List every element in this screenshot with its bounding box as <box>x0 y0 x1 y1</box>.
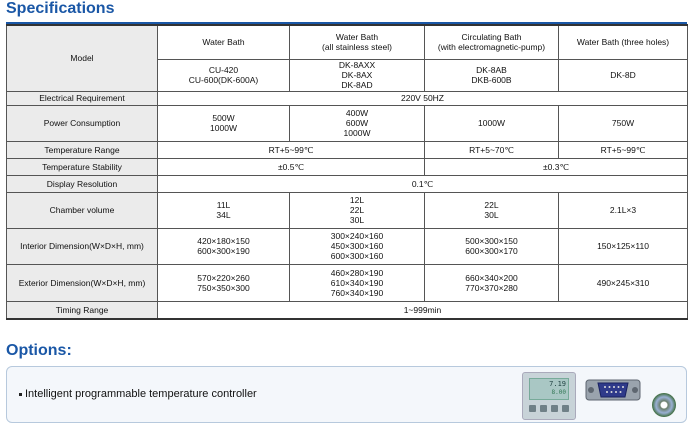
model-type-4: Water Bath (three holes) <box>559 25 688 59</box>
interior-c4: 150×125×110 <box>559 228 688 264</box>
temp-stability-label: Temperature Stability <box>7 158 158 175</box>
options-box <box>6 366 687 423</box>
interior-c2: 300×240×160 450×300×160 600×300×160 <box>290 228 425 264</box>
software-cd-icon <box>652 393 676 417</box>
serial-port-connector-icon <box>585 377 641 403</box>
exterior-c2: 460×280×190 610×340×190 760×340×190 <box>290 264 425 301</box>
temp-range-label: Temperature Range <box>7 141 158 158</box>
model-number-4: DK-8D <box>559 59 688 91</box>
chamber-c2: 12L 22L 30L <box>290 192 425 228</box>
temp-stability-c12: ±0.5℃ <box>158 158 425 175</box>
electrical-value: 220V 50HZ <box>158 91 688 105</box>
interior-label: Interior Dimension(W×D×H, mm) <box>7 228 158 264</box>
model-type-3: Circulating Bath (with electromagnetic-pump) <box>425 25 559 59</box>
electrical-label: Electrical Requirement <box>7 91 158 105</box>
exterior-c4: 490×245×310 <box>559 264 688 301</box>
model-type-1: Water Bath <box>158 25 290 59</box>
power-c4: 750W <box>559 105 688 141</box>
controller-screen: 7.19 8.00 <box>529 378 569 400</box>
exterior-c1: 570×220×260 750×350×300 <box>158 264 290 301</box>
timing-value: 1~999min <box>158 301 688 319</box>
temp-stability-c34: ±0.3℃ <box>425 158 688 175</box>
temperature-controller-icon <box>522 372 576 420</box>
option-item-text: Intelligent programmable temperature controller <box>25 388 257 400</box>
exterior-c3: 660×340×200 770×370×280 <box>425 264 559 301</box>
power-label: Power Consumption <box>7 105 158 141</box>
model-label: Model <box>7 25 158 91</box>
interior-c1: 420×180×150 600×300×190 <box>158 228 290 264</box>
bullet-icon <box>19 393 22 396</box>
model-number-2: DK-8AXX DK-8AX DK-8AD <box>290 59 425 91</box>
option-item <box>19 388 257 400</box>
specifications-table <box>6 24 688 320</box>
exterior-label: Exterior Dimension(W×D×H, mm) <box>7 264 158 301</box>
power-c2: 400W 600W 1000W <box>290 105 425 141</box>
power-c1: 500W 1000W <box>158 105 290 141</box>
model-number-3: DK-8AB DKB-600B <box>425 59 559 91</box>
temp-range-c3: RT+5~70℃ <box>425 141 559 158</box>
model-number-1: CU-420 CU-600(DK-600A) <box>158 59 290 91</box>
chamber-c3: 22L 30L <box>425 192 559 228</box>
chamber-c4: 2.1L×3 <box>559 192 688 228</box>
temp-range-c4: RT+5~99℃ <box>559 141 688 158</box>
display-value: 0.1℃ <box>158 175 688 192</box>
display-label: Display Resolution <box>7 175 158 192</box>
temp-range-c12: RT+5~99℃ <box>158 141 425 158</box>
specifications-title: Specifications <box>6 0 115 17</box>
controller-buttons <box>529 405 569 413</box>
model-type-2: Water Bath (all stainless steel) <box>290 25 425 59</box>
timing-label: Timing Range <box>7 301 158 319</box>
chamber-label: Chamber volume <box>7 192 158 228</box>
options-title: Options: <box>6 342 72 359</box>
chamber-c1: 11L 34L <box>158 192 290 228</box>
power-c3: 1000W <box>425 105 559 141</box>
interior-c3: 500×300×150 600×300×170 <box>425 228 559 264</box>
